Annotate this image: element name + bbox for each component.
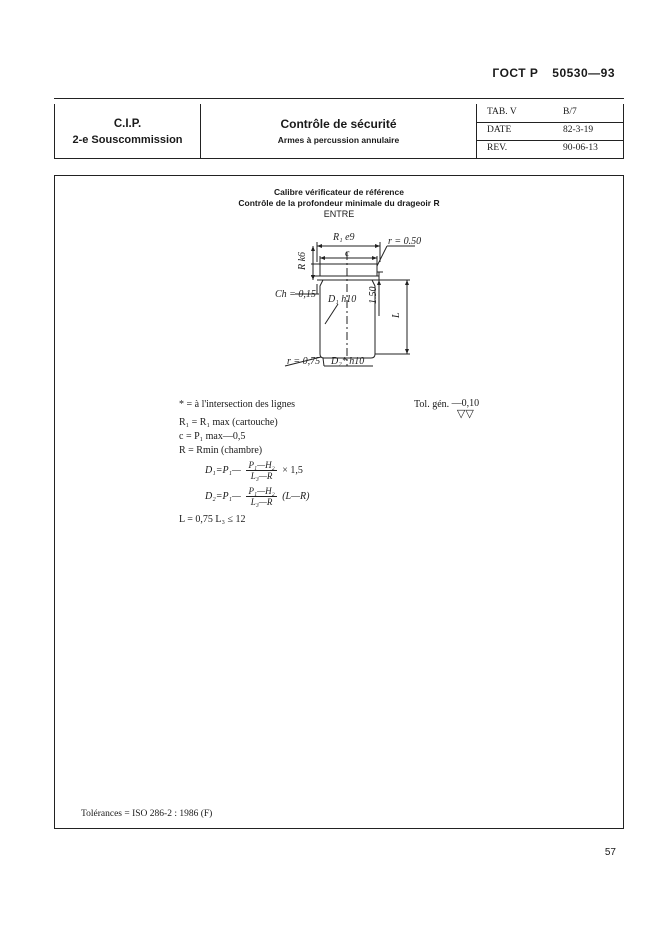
label-r1-e9: R₁ e9 xyxy=(333,232,355,243)
tol-gen-label: Tol. gén. xyxy=(414,399,450,410)
tol-gen-value: —0,10 xyxy=(451,398,480,409)
meta-row-date xyxy=(477,122,623,141)
d2-formula xyxy=(205,486,309,507)
standard-code xyxy=(482,66,615,80)
figure-caption-entre: ENTRE xyxy=(323,209,355,219)
drawing-frame xyxy=(54,175,624,829)
header-meta-cell xyxy=(477,104,623,158)
header-title-cell xyxy=(201,104,477,158)
doc-title: Contrôle de sécurité xyxy=(280,117,397,131)
gauge-head xyxy=(320,264,377,276)
label-c: c xyxy=(345,248,350,259)
meta-key: DATE xyxy=(487,125,512,135)
org-subcommission: 2-e Souscommission xyxy=(72,134,183,146)
d2-lhs: D₂=P₁— xyxy=(205,490,241,502)
meta-value: 90-06-13 xyxy=(563,143,598,153)
meta-row-tab xyxy=(477,104,623,123)
header-org-cell xyxy=(55,104,201,158)
header-table xyxy=(54,104,624,159)
d2-tail: (L—R) xyxy=(282,490,310,502)
surface-finish-symbol: ▽▽ xyxy=(456,408,474,420)
org-name: C.I.P. xyxy=(113,118,142,130)
header-top-rule xyxy=(54,98,624,99)
r-definition: R = Rmin (chambre) xyxy=(179,445,263,456)
general-tolerance xyxy=(414,399,479,419)
d1-formula xyxy=(205,460,303,481)
standard-prefix: ГОСТ Р xyxy=(492,66,539,80)
d2-numerator: P₁—H₂ xyxy=(248,486,275,496)
l-definition: L = 0,75 L₃ ≤ 12 xyxy=(179,514,246,525)
label-d1-h10: D₁ h10 xyxy=(328,294,357,305)
tolerances-note: Tolérances = ISO 286-2 : 1986 (F) xyxy=(81,809,213,819)
d1-denominator: L₃—R xyxy=(250,471,273,481)
page-number: 57 xyxy=(604,847,616,858)
meta-key: TAB. V xyxy=(487,107,517,117)
meta-key: REV. xyxy=(487,143,508,153)
d1-lhs: D₁=P₁— xyxy=(205,464,241,476)
c-definition: c = P₁ max—0,5 xyxy=(179,431,246,442)
label-r-k6: R k6 xyxy=(297,251,308,270)
label-L: L xyxy=(391,312,402,318)
label-r-075: r = 0,75 xyxy=(287,356,321,367)
label-150: 1.50 xyxy=(368,286,379,304)
label-r-050: r = 0.50 xyxy=(388,236,422,247)
d2-fraction xyxy=(246,486,276,507)
d2-denominator: L₃—R xyxy=(250,497,273,507)
meta-row-rev xyxy=(477,140,623,158)
label-d2-h10: D₂* h10 xyxy=(331,356,365,367)
standard-number: 50530—93 xyxy=(552,66,615,80)
figure-caption-subtitle: Contrôle de la profondeur minimale du drageoir R xyxy=(238,198,440,208)
d1-fraction xyxy=(246,460,276,481)
doc-subtitle: Armes à percussion annulaire xyxy=(277,135,400,145)
d1-tail: × 1,5 xyxy=(282,464,303,476)
note-asterisk: * = à l'intersection des lignes xyxy=(179,399,296,410)
d1-numerator: P₁—H₂ xyxy=(248,460,275,470)
meta-value: B/7 xyxy=(563,107,577,117)
gauge-drawing xyxy=(55,176,623,416)
figure-caption-title: Calibre vérificateur de référence xyxy=(274,187,404,197)
label-ch-015: Ch = 0,15 xyxy=(275,289,316,300)
r1-definition: R₁ = R₁ max (cartouche) xyxy=(179,417,278,428)
meta-value: 82-3-19 xyxy=(563,125,594,135)
